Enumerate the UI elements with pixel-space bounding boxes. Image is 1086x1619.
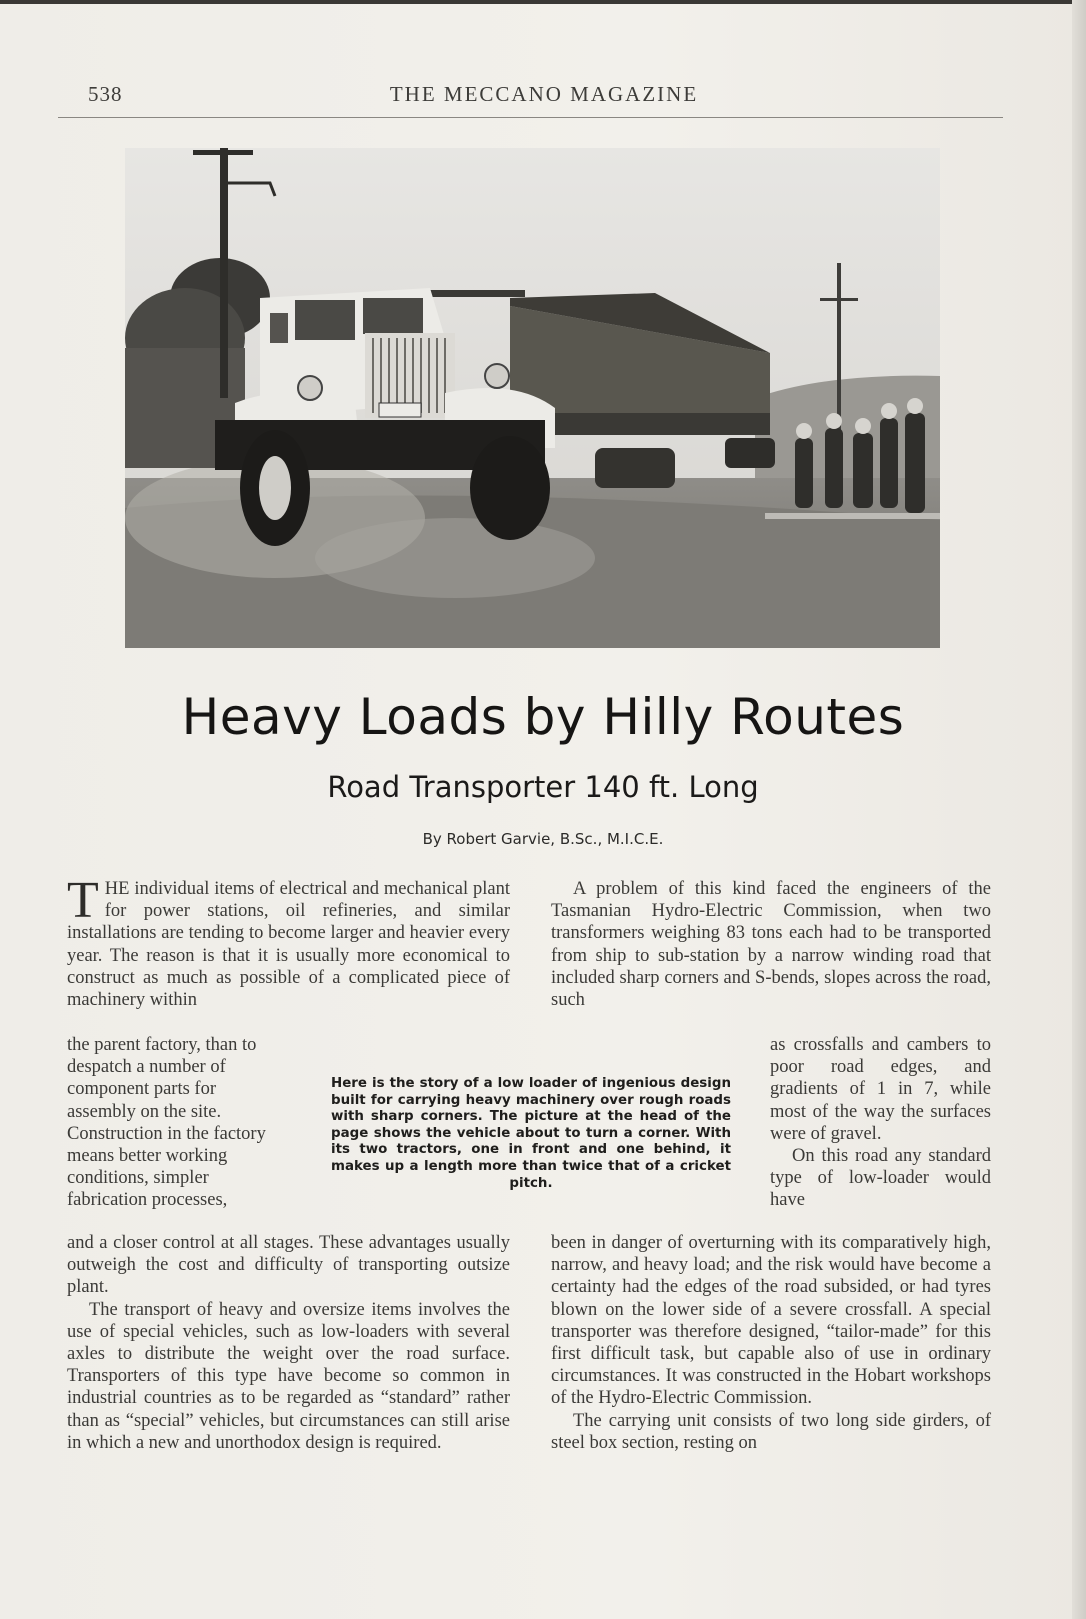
page-header (88, 82, 1000, 112)
body-text: been in danger of overturning with its comparatively high, narrow, and heavy load; and the risk would have become a certainty had the edges of the road subsided, or had tyres blown on the lower side of a severe crossfall. A special transporter was therefore designed, “tailor-made” for this first difficult task, but capable also of use in ordinary circumstances. It was constructed in the Hobart workshops of the Hydro-Electric Commission. (551, 1233, 991, 1409)
body-text: On this road any standard type of low-loader would have (770, 1146, 991, 1211)
page-number: 538 (88, 82, 123, 106)
page-right-edge (1072, 0, 1086, 1619)
body-text: the parent factory, than to despatch a number of component parts for assembly on the site. Construction in the factory means better working conditions, simpler fabrication processes, (67, 1035, 266, 1211)
body-text: The carrying unit consists of two long side girders, of steel box section, resting on (551, 1410, 991, 1453)
body-text: and a closer control at all stages. These advantages usually outweigh the cost and difficulty of transporting outsize plant. (67, 1233, 510, 1298)
body-text: HE individual items of electrical and mechanical plant for power stations, oil refineries, and similar installations are tending to become larger and heavier every year. The reason is that it is usually more economical to construct as much as possible of a complicated piece of machinery within (67, 879, 510, 1011)
inset-summary: Here is the story of a low loader of ingenious design built for carrying heavy machinery over rough roads with sharp corners. The picture at the head of the page shows the vehicle about to turn a corner. With its two tractors, one in front and one behind, it makes up a length more than twice that of a cricket pitch. (331, 1076, 731, 1191)
left-column-top (67, 872, 510, 1011)
photo-truck-icon (125, 148, 940, 648)
left-column-bottom (67, 1232, 510, 1454)
magazine-title: THE MECCANO MAGAZINE (389, 82, 699, 106)
right-column-wrap (770, 1034, 991, 1212)
body-text: as crossfalls and cambers to poor road edges, and gradients of 1 in 7, while most of the way the surfaces were of gravel. (770, 1035, 991, 1144)
header-rule (58, 117, 1003, 118)
body-text: A problem of this kind faced the engineers of the Tasmanian Hydro-Electric Commission, when two transformers weighing 83 tons each had to be transported from ship to sub-station by a narrow winding road that included sharp corners and S-bends, slopes across the road, such (551, 879, 991, 1011)
body-text: The transport of heavy and oversize items involves the use of special vehicles, such as low-loaders with several axles to distribute the weight over the road surface. Transporters of this type have become so common in industrial countries as to be regarded as “standard” rather than as “special” vehicles, but circumstances can still arise in which a new and unorthodox design is required. (67, 1299, 510, 1453)
left-column-wrap (67, 1034, 289, 1212)
article-byline: By Robert Garvie, B.Sc., M.I.C.E. (422, 830, 664, 848)
truck-photo (125, 148, 940, 648)
article-subtitle: Road Transporter 140 ft. Long (327, 770, 759, 804)
right-column-bottom (551, 1232, 991, 1454)
page-top-edge (0, 0, 1086, 4)
right-column-top (551, 878, 991, 1011)
article-title: Heavy Loads by Hilly Routes (181, 688, 905, 746)
drop-cap: T (67, 872, 99, 929)
